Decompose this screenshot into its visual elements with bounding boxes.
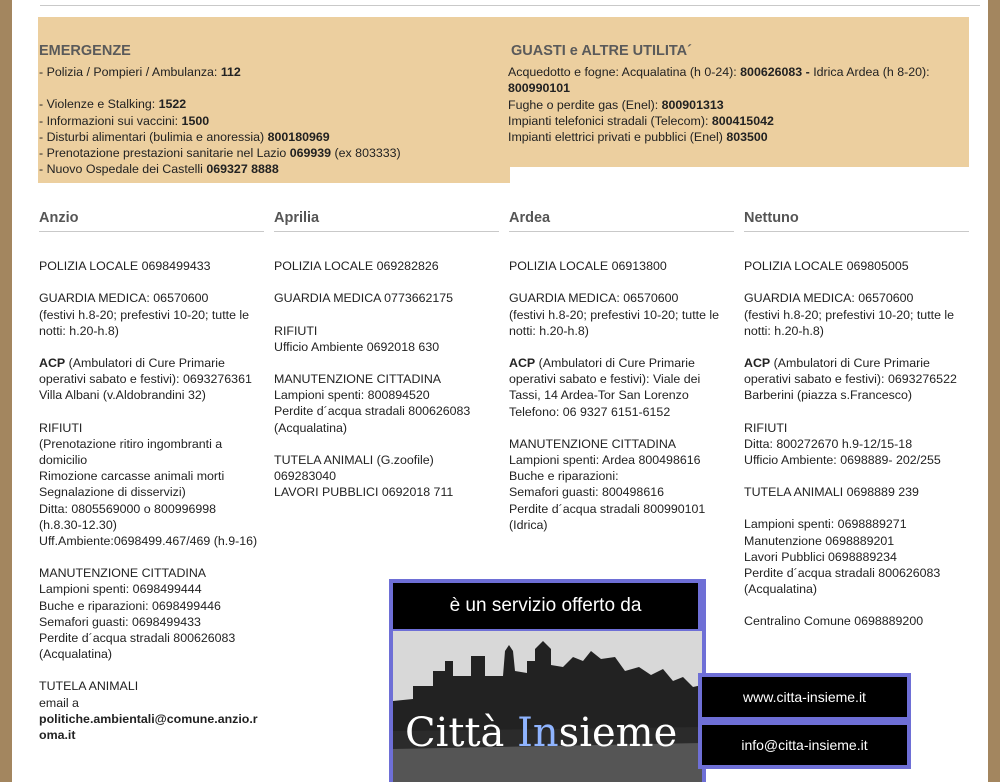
nettuno-guardia-hours: (festivi h.8-20; prefestivi 10-20; tutte le notti: h.20-h.8) [744,307,955,338]
nettuno-rifiuti: RIFIUTI [744,420,788,435]
banner-tagline: è un servizio offerto da [393,583,698,629]
nettuno-polizia: POLIZIA LOCALE 069805005 [744,259,909,274]
utilities-item: Impianti elettrici privati e pubblici (Enel) 803500 [508,130,768,145]
anzio-rifiuti-line: (Prenotazione ritiro ingombranti a domicilio [39,436,223,468]
anzio-guardia-hours: (festivi h.8-20; prefestivi 10-20; tutte le notti: h.20-h.8) [39,307,250,338]
anzio-polizia: POLIZIA LOCALE 0698499433 [39,259,211,274]
banner-skyline-image [393,631,702,782]
utilities-title: GUASTI e ALTRE UTILITA´ [511,43,692,59]
anzio-rifiuti: RIFIUTI [39,420,83,435]
ardea-polizia: POLIZIA LOCALE 06913800 [509,259,667,274]
anzio-rifiuti-line: Ditta: 0805569000 o 800996998 (h.8.30-12.30) [39,501,217,532]
nettuno-guardia: GUARDIA MEDICA: 06570600 [744,291,914,306]
aprilia-manut-line: Perdite d´acqua stradali 800626083 (Acqualatina) [274,404,471,435]
aprilia-rifiuti-line: Ufficio Ambiente 0692018 630 [274,339,440,354]
email-button[interactable] [698,721,911,769]
website-button[interactable] [698,673,911,721]
aprilia-tutela: TUTELA ANIMALI (G.zoofile) 069283040 [274,452,434,484]
nettuno-manut-line: Perdite d´acqua stradali 800626083 (Acqualatina) [744,566,941,597]
ardea-manut-line: Perdite d´acqua stradali 800990101 (Idrica) [509,501,706,532]
nettuno-centralino: Centralino Comune 0698889200 [744,614,924,629]
utilities-item: Fughe o perdite gas (Enel): 800901313 [508,97,724,112]
nettuno-tutela: TUTELA ANIMALI 0698889 239 [744,485,919,500]
utilities-box [508,17,969,167]
emergency-item: - Polizia / Pompieri / Ambulanza: 112 [39,65,241,80]
ardea-guardia-hours: (festivi h.8-20; prefestivi 10-20; tutte le notti: h.20-h.8) [509,307,720,338]
nettuno-rifiuti-line: Ditta: 800272670 h.9-12/15-18 [744,436,913,451]
nettuno-acp: ACP (Ambulatori di Cure Primarie operativi sabato e festivi): 0693276522 Barberini (piazza s.Francesco) [744,356,957,403]
ardea-manutenzione: MANUTENZIONE CITTADINA [509,436,677,451]
emergency-item: - Prenotazione prestazioni sanitarie nel Lazio 069939 (ex 803333) [39,146,401,161]
page [12,0,988,782]
column-anzio [39,210,261,743]
aprilia-lavori: LAVORI PUBBLICI 0692018 711 [274,485,454,500]
emergency-item: - Disturbi alimentari (bulimia e anoressia) 800180969 [39,129,330,144]
anzio-acp: ACP (Ambulatori di Cure Primarie operativi sabato e festivi): 0693276361 Villa Albani (v.Aldobrandini 32) [39,356,252,403]
anzio-rifiuti-line: Segnalazione di disservizi) [39,485,186,500]
anzio-manut-line: Lampioni spenti: 0698499444 [39,582,202,597]
anzio-manut-line: Semafori guasti: 0698499433 [39,614,201,629]
website-label: www.citta-insieme.it [702,677,907,717]
ardea-acp: ACP (Ambulatori di Cure Primarie operativi sabato e festivi): Viale dei Tassi, 14 Ardea-Tor San Lorenzo Telefono: 06 9327 6151-6152 [509,356,701,419]
anzio-email-link[interactable]: politiche.ambientali@comune.anzio.roma.it [39,711,258,743]
anzio-manut-line: Buche e riparazioni: 0698499446 [39,598,221,613]
ardea-guardia: GUARDIA MEDICA: 06570600 [509,291,679,306]
ardea-manut-line: Lampioni spenti: Ardea 800498616 [509,453,701,468]
email-label: info@citta-insieme.it [702,725,907,765]
anzio-title: Anzio [39,210,264,232]
emergency-title: EMERGENZE [39,43,131,59]
anzio-manut-line: Perdite d´acqua stradali 800626083 (Acqualatina) [39,631,236,662]
nettuno-rifiuti-line: Ufficio Ambiente: 0698889- 202/255 [744,453,941,468]
emergency-box [38,17,510,183]
brand-logo: Città Insieme [405,710,678,756]
anzio-rifiuti-line: Rimozione carcasse animali morti [39,469,225,484]
anzio-rifiuti-line: Uff.Ambiente:0698499.467/469 (h.9-16) [39,534,258,549]
emergency-item: - Violenze e Stalking: 1522 [39,97,187,112]
nettuno-title: Nettuno [744,210,969,232]
nettuno-manut-line: Lampioni spenti: 0698889271 [744,517,907,532]
column-aprilia [274,210,496,500]
aprilia-guardia: GUARDIA MEDICA 0773662175 [274,291,454,306]
nettuno-manut-line: Manutenzione 0698889201 [744,533,895,548]
aprilia-title: Aprilia [274,210,499,232]
utilities-item: Impianti telefonici stradali (Telecom): 800415042 [508,113,774,128]
top-divider [40,5,980,6]
sponsor-banner[interactable] [389,579,706,782]
column-ardea [509,210,731,533]
anzio-guardia: GUARDIA MEDICA: 06570600 [39,291,209,306]
emergency-item: - Informazioni sui vaccini: 1500 [39,113,210,128]
ardea-title: Ardea [509,210,734,232]
anzio-email-label: email a [39,695,79,710]
aprilia-manut-line: Lampioni spenti: 800894520 [274,388,430,403]
aprilia-rifiuti: RIFIUTI [274,323,318,338]
anzio-manutenzione: MANUTENZIONE CITTADINA [39,566,207,581]
anzio-tutela: TUTELA ANIMALI [39,679,139,694]
column-nettuno [744,210,966,630]
aprilia-manutenzione: MANUTENZIONE CITTADINA [274,372,442,387]
aprilia-polizia: POLIZIA LOCALE 069282826 [274,259,439,274]
emergency-item: - Nuovo Ospedale dei Castelli 069327 8888 [39,162,279,177]
ardea-manut-line: Buche e riparazioni: [509,469,619,484]
ardea-manut-line: Semafori guasti: 800498616 [509,485,664,500]
skyline-graphic [393,631,702,782]
nettuno-manut-line: Lavori Pubblici 0698889234 [744,549,897,564]
utilities-item: Acquedotto e fogne: Acqualatina (h 0-24): 800626083 - Idrica Ardea (h 8-20): 800990101 [508,65,930,96]
